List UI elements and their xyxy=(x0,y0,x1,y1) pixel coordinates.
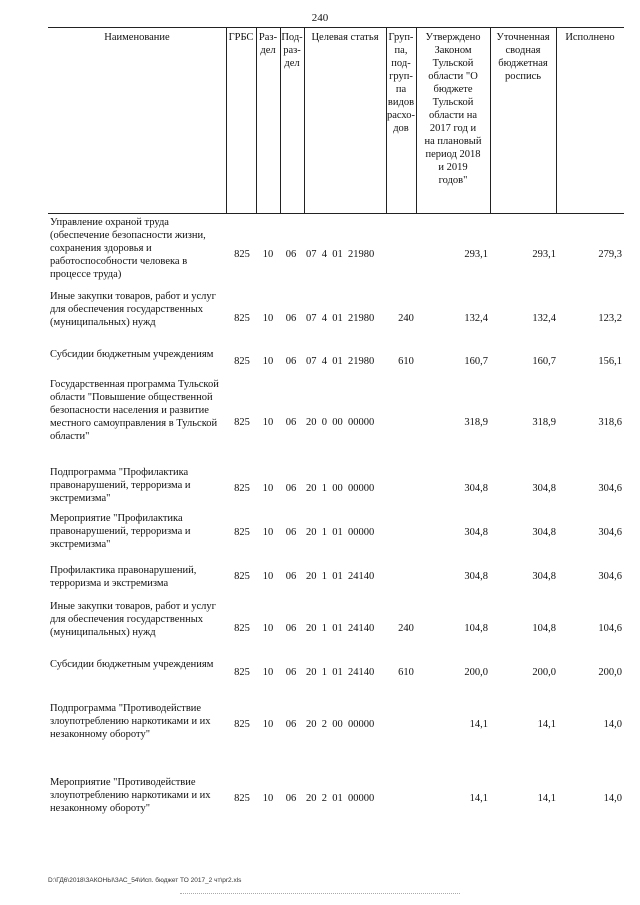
row-expense-group: 610 xyxy=(398,667,414,678)
row-razdel: 10 xyxy=(262,719,274,730)
row-expense-group: 610 xyxy=(398,356,414,367)
row-grbs: 825 xyxy=(234,793,250,804)
row-podrazdel: 06 xyxy=(285,719,297,730)
row-name: Государственная программа Тульской области "Повышение общественной безопасности населения и развитие местного самоуправления в Тульской области" xyxy=(50,379,219,442)
row-target-article: 20 1 01 24140 xyxy=(306,667,375,678)
header-divider xyxy=(226,27,227,214)
row-name: Иные закупки товаров, работ и услуг для обеспечения государственных (муниципальных) нужд xyxy=(50,291,216,328)
row-executed: 156,1 xyxy=(598,356,622,367)
footer-divider xyxy=(180,893,460,894)
row-executed: 14,0 xyxy=(603,793,622,804)
row-expense-group: 240 xyxy=(398,313,414,324)
row-approved: 293,1 xyxy=(464,249,488,260)
row-grbs: 825 xyxy=(234,417,250,428)
row-podrazdel: 06 xyxy=(285,527,297,538)
row-podrazdel: 06 xyxy=(285,356,297,367)
row-grbs: 825 xyxy=(234,356,250,367)
row-razdel: 10 xyxy=(262,793,274,804)
row-razdel: 10 xyxy=(262,313,274,324)
row-podrazdel: 06 xyxy=(285,667,297,678)
row-target-article: 20 2 01 00000 xyxy=(306,793,375,804)
row-approved: 304,8 xyxy=(464,527,488,538)
row-razdel: 10 xyxy=(262,417,274,428)
header-approved: Утверждено Законом Тульской области "О бюджете Тульской области на 2017 год и на плановый период 2018 и 2019 годов" xyxy=(424,32,482,186)
file-path-footer: D:\ГД6\2018\ЗАКОНЫ\ЗАС_54\Исп. бюджет ТО 2017_2 чт\pr2.xls xyxy=(48,877,242,884)
row-target-article: 07 4 01 21980 xyxy=(306,249,375,260)
row-grbs: 825 xyxy=(234,313,250,324)
row-name: Субсидии бюджетным учреждениям xyxy=(50,349,214,360)
header-grbs: ГРБС xyxy=(228,32,254,43)
row-name: Иные закупки товаров, работ и услуг для обеспечения государственных (муниципальных) нужд xyxy=(50,601,216,638)
row-refined: 132,4 xyxy=(532,313,556,324)
row-executed: 304,6 xyxy=(598,527,622,538)
row-grbs: 825 xyxy=(234,623,250,634)
row-razdel: 10 xyxy=(262,527,274,538)
row-podrazdel: 06 xyxy=(285,793,297,804)
row-name: Мероприятие "Противодействие злоупотреблению наркотиками и их незаконному обороту" xyxy=(50,777,211,814)
row-approved: 200,0 xyxy=(464,667,488,678)
row-approved: 14,1 xyxy=(469,793,488,804)
row-approved: 104,8 xyxy=(464,623,488,634)
row-name: Подпрограмма "Профилактика правонарушений, терроризма и экстремизма" xyxy=(50,467,191,504)
row-name: Управление охраной труда (обеспечение безопасности жизни, сохранения здоровья и работоспособности человека в процессе труда) xyxy=(50,217,206,280)
row-target-article: 20 2 00 00000 xyxy=(306,719,375,730)
row-razdel: 10 xyxy=(262,667,274,678)
row-refined: 104,8 xyxy=(532,623,556,634)
row-executed: 14,0 xyxy=(603,719,622,730)
row-podrazdel: 06 xyxy=(285,623,297,634)
row-executed: 200,0 xyxy=(598,667,622,678)
row-grbs: 825 xyxy=(234,527,250,538)
row-razdel: 10 xyxy=(262,483,274,494)
row-podrazdel: 06 xyxy=(285,417,297,428)
row-podrazdel: 06 xyxy=(285,313,297,324)
row-name: Субсидии бюджетным учреждениям xyxy=(50,659,214,670)
header-divider xyxy=(304,27,305,214)
row-refined: 304,8 xyxy=(532,527,556,538)
row-approved: 132,4 xyxy=(464,313,488,324)
header-target-article: Целевая статья xyxy=(311,32,379,43)
row-target-article: 07 4 01 21980 xyxy=(306,313,375,324)
row-target-article: 20 1 01 24140 xyxy=(306,623,375,634)
header-top-border xyxy=(48,27,624,28)
page-number: 240 xyxy=(311,12,329,24)
row-grbs: 825 xyxy=(234,719,250,730)
row-executed: 318,6 xyxy=(598,417,622,428)
row-podrazdel: 06 xyxy=(285,571,297,582)
row-podrazdel: 06 xyxy=(285,249,297,260)
row-executed: 123,2 xyxy=(598,313,622,324)
row-approved: 304,8 xyxy=(464,571,488,582)
row-target-article: 20 1 01 24140 xyxy=(306,571,375,582)
row-executed: 279,3 xyxy=(598,249,622,260)
row-refined: 304,8 xyxy=(532,483,556,494)
row-approved: 160,7 xyxy=(464,356,488,367)
header-razdel: Раз- дел xyxy=(258,32,278,56)
row-grbs: 825 xyxy=(234,571,250,582)
row-razdel: 10 xyxy=(262,356,274,367)
row-target-article: 20 1 00 00000 xyxy=(306,483,375,494)
row-podrazdel: 06 xyxy=(285,483,297,494)
row-grbs: 825 xyxy=(234,483,250,494)
row-refined: 14,1 xyxy=(537,793,556,804)
row-approved: 14,1 xyxy=(469,719,488,730)
row-expense-group: 240 xyxy=(398,623,414,634)
header-expense-group: Груп- па, под- груп- па видов расхо- дов xyxy=(386,32,416,134)
row-target-article: 20 1 01 00000 xyxy=(306,527,375,538)
row-approved: 318,9 xyxy=(464,417,488,428)
header-podrazdel: Под- раз- дел xyxy=(281,32,303,69)
row-refined: 160,7 xyxy=(532,356,556,367)
row-refined: 293,1 xyxy=(532,249,556,260)
row-approved: 304,8 xyxy=(464,483,488,494)
header-bottom-border xyxy=(48,213,624,214)
header-name: Наименование xyxy=(104,32,170,43)
row-refined: 318,9 xyxy=(532,417,556,428)
row-executed: 304,6 xyxy=(598,571,622,582)
row-grbs: 825 xyxy=(234,667,250,678)
row-executed: 104,6 xyxy=(598,623,622,634)
row-razdel: 10 xyxy=(262,623,274,634)
header-executed: Исполнено xyxy=(565,32,615,43)
row-razdel: 10 xyxy=(262,571,274,582)
row-target-article: 07 4 01 21980 xyxy=(306,356,375,367)
header-divider xyxy=(556,27,557,214)
row-name: Профилактика правонарушений, терроризма и экстремизма xyxy=(50,565,197,589)
row-refined: 14,1 xyxy=(537,719,556,730)
row-executed: 304,6 xyxy=(598,483,622,494)
row-name: Подпрограмма "Противодействие злоупотреблению наркотиками и их незаконному обороту" xyxy=(50,703,211,740)
row-grbs: 825 xyxy=(234,249,250,260)
row-name: Мероприятие "Профилактика правонарушений, терроризма и экстремизма" xyxy=(50,513,191,550)
header-refined: Уточненная сводная бюджетная роспись xyxy=(496,32,550,82)
row-refined: 304,8 xyxy=(532,571,556,582)
row-refined: 200,0 xyxy=(532,667,556,678)
row-target-article: 20 0 00 00000 xyxy=(306,417,375,428)
row-razdel: 10 xyxy=(262,249,274,260)
